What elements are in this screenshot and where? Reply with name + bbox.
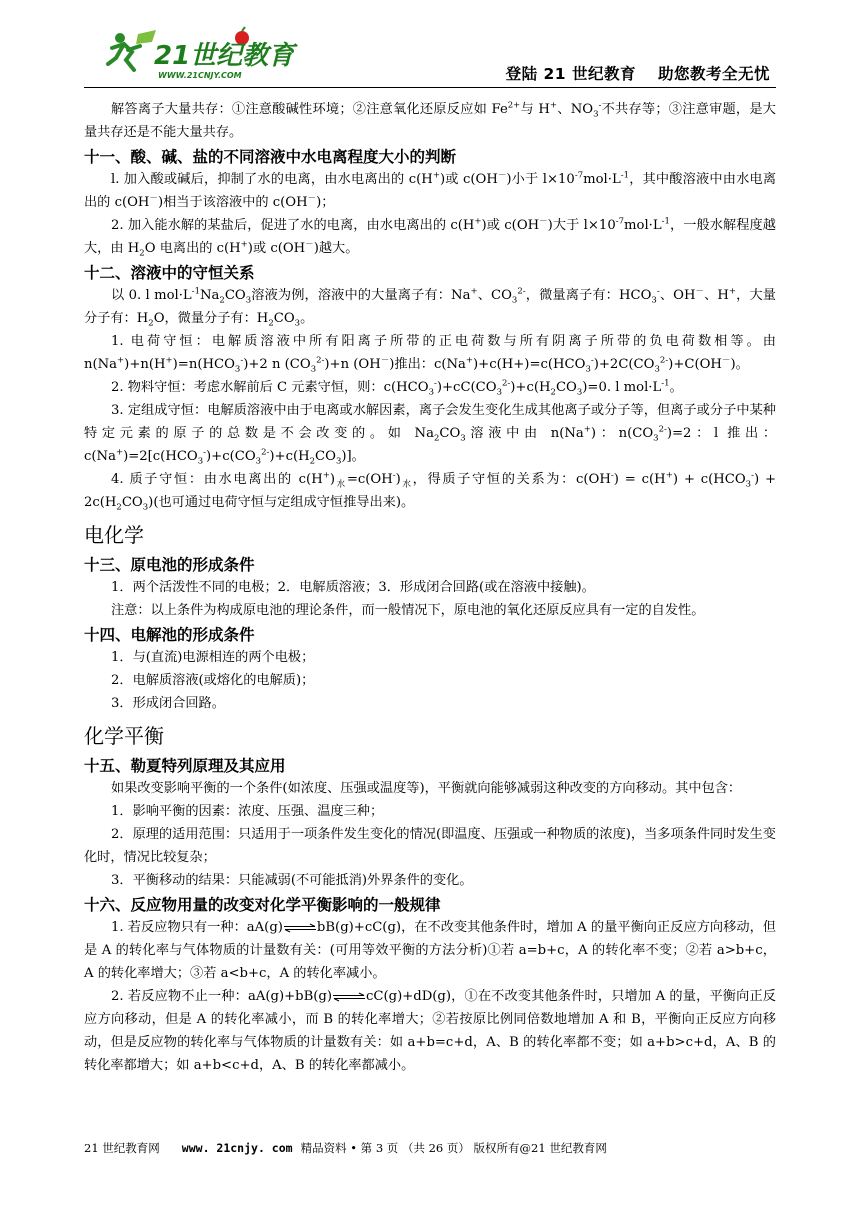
header-slogan-a: 登陆 21 世纪教育	[505, 65, 636, 83]
footer-page-info: 精品资料 • 第 3 页 （共 26 页） 版权所有@21 世纪教育网	[300, 1141, 607, 1155]
section-14-title: 十四、电解池的形成条件	[84, 626, 255, 644]
logo-url: WWW.21CNJY.COM	[158, 71, 242, 80]
main-content	[84, 98, 776, 1077]
chapter-equilibrium-title: 化学平衡	[84, 724, 164, 748]
section-15-p3: 3．平衡移动的结果：只能减弱(不可能抵消)外界条件的变化。	[111, 873, 473, 888]
page-footer	[84, 1140, 776, 1156]
section-15-p0: 如果改变影响平衡的一个条件(如浓度、压强或温度等)，平衡就向能够减弱这种改变的方向移动。其中包含：	[111, 781, 742, 796]
intro-paragraph: 解答离子大量共存：①注意酸碱性环境；②注意氧化还原反应如 $Fe^{2+}$与 H+、$NO_3^-$不共存等；③注意审题，是大量共存还是不能大量共存。	[84, 100, 776, 140]
page-header	[84, 20, 776, 86]
section-16-p2: 2. 若反应物不止一种：aA(g)+bB(g) cC(g)+dD(g)，①在不改变其他条件时，只增加 A 的量，平衡向正反应方向移动，但是 A 的转化率减小，而 B 的转化率增大；②若按原比例同倍数地增加 A 和 B，平衡向正反应方向移动，但是反应物的转化率与气体物质的计量数有关：如 a+b=c+d，A、B 的转化率都不变；如 a+b>c+d，A、B 的转化率都增大；如 a+b<c+d，A、B 的转化率都减小。	[84, 989, 776, 1073]
section-12-p1: 1. 电荷守恒：电解质溶液中所有阳离子所带的正电荷数与所有阴离子所带的负电荷数相等。由 $n(Na^+)+n(H^+)=n(HCO_3^-)+2$ n $(CO_3^{2-})+n$ (OH－)推出：$c(Na^+)+c(H+)=c(HCO_3^-)+2C(CO_3^{2-})+C(OH^-)$。	[84, 334, 776, 375]
footer-site-name: 21 世纪教育网	[84, 1141, 160, 1155]
section-12-p4: 4. 质子守恒：由水电离出的 $c(H^+)_水=c(OH^-)_水$，得质子守恒的关系为：$c(OH^-) = c(H^+) + c(HCO_3^-) + 2c(H_2CO_3)$(也可通过电荷守恒与定组成守恒推导出来)。	[84, 470, 777, 513]
section-13-title: 十三、原电池的形成条件	[84, 556, 255, 574]
section-13-p2: 注意：以上条件为构成原电池的理论条件，而一般情况下，原电池的氧化还原反应具有一定的自发性。	[111, 603, 705, 618]
reversible-arrow-icon	[332, 993, 366, 1001]
section-12-p3: 3. 定组成守恒：电解质溶液中由于电离或水解因素，离子会发生变化生成其他离子或分子等，但离子或分子中某种特定元素的原子的总数是不会改变的。如 $Na_2CO_3$溶液中由 n(Na+)：$n(CO_3^{2-})=2$：l 推出：$c(Na^+)=2[c(HCO_3^-)+c(CO_3^{2-})+c(H_2CO_3)]$。	[84, 403, 777, 467]
section-12-p0: 以 0. l $mol\cdot L^{-1}Na_2CO_3$溶液为例，溶液中的大量离子有：Na+、$CO_3^{2-}$，微量离子有：$HCO_3^-$、OH－、H+，大量分子有：$H_2O$，微量分子有：$H_2CO_3$。	[84, 286, 776, 329]
section-11-p2: 2. 加入能水解的某盐后，促进了水的电离，由水电离出的 c(H+)或 c(OH－)大于 $l\times 10^{-7}mol\cdot L^{-1}$，一般水解程度越大，由 $H_2O$ 电离出的 c(H+)或 c(OH－)越大。	[84, 216, 776, 259]
footer-url-link[interactable]: www. 21cnjy. com	[181, 1141, 293, 1155]
section-14-item-2: 2．电解质溶液(或熔化的电解质)；	[111, 673, 315, 688]
site-logo-icon	[104, 26, 295, 82]
section-11-title: 十一、酸、碱、盐的不同溶液中水电离程度大小的判断	[84, 148, 457, 166]
header-slogan	[506, 62, 770, 84]
section-13-p1: 1．两个活泼性不同的电极；2．电解质溶液；3．形成闭合回路(或在溶液中接触)。	[111, 580, 595, 595]
header-slogan-b: 助您教考全无忧	[657, 65, 770, 83]
section-16-p1: 1. 若反应物只有一种：aA(g) bB(g)+cC(g)，在不改变其他条件时，增加 A 的量平衡向正反应方向移动，但是 A 的转化率与气体物质的计量数有关：(可用等效平衡的方法分析)①若 a=b+c，A 的转化率不变；②若 a>b+c，A 的转化率增大；③若 a<b+c，A 的转化率减小。	[84, 920, 776, 981]
reversible-arrow-icon	[283, 924, 317, 932]
section-12-title: 十二、溶液中的守恒关系	[84, 264, 255, 282]
section-11-p1: l. 加入酸或碱后，抑制了水的电离，由水电离出的 c(H+)或 c(OH－)小于 $l\times 10^{-7}mol\cdot L^{-1}$，其中酸溶液中由水电离出的 c(OH－)相当于该溶液中的 c(OH－)；	[84, 170, 777, 210]
section-15-p1: 1．影响平衡的因素：浓度、压强、温度三种；	[111, 804, 384, 819]
logo-text: 21世纪教育	[154, 41, 295, 71]
section-14-item-1: 1．与(直流)电源相连的两个电极；	[111, 650, 315, 665]
section-12-p2: 2. 物料守恒：考虑水解前后 C 元素守恒，则：$c(HCO_3^-)+cC(CO_3^{2-})+c(H_2CO_3)=0$. l $mol\cdot L^{-1}$。	[111, 378, 683, 398]
section-14-item-3: 3．形成闭合回路。	[111, 696, 225, 711]
header-divider	[84, 87, 776, 88]
section-15-p2: 2．原理的适用范围：只适用于一项条件发生变化的情况(即温度、压强或一种物质的浓度)，当多项条件同时发生变化时，情况比较复杂；	[84, 827, 776, 865]
chapter-electrochemistry-title: 电化学	[84, 523, 144, 547]
section-15-title: 十五、勒夏特列原理及其应用	[84, 757, 286, 775]
section-16-title: 十六、反应物用量的改变对化学平衡影响的一般规律	[84, 896, 441, 914]
